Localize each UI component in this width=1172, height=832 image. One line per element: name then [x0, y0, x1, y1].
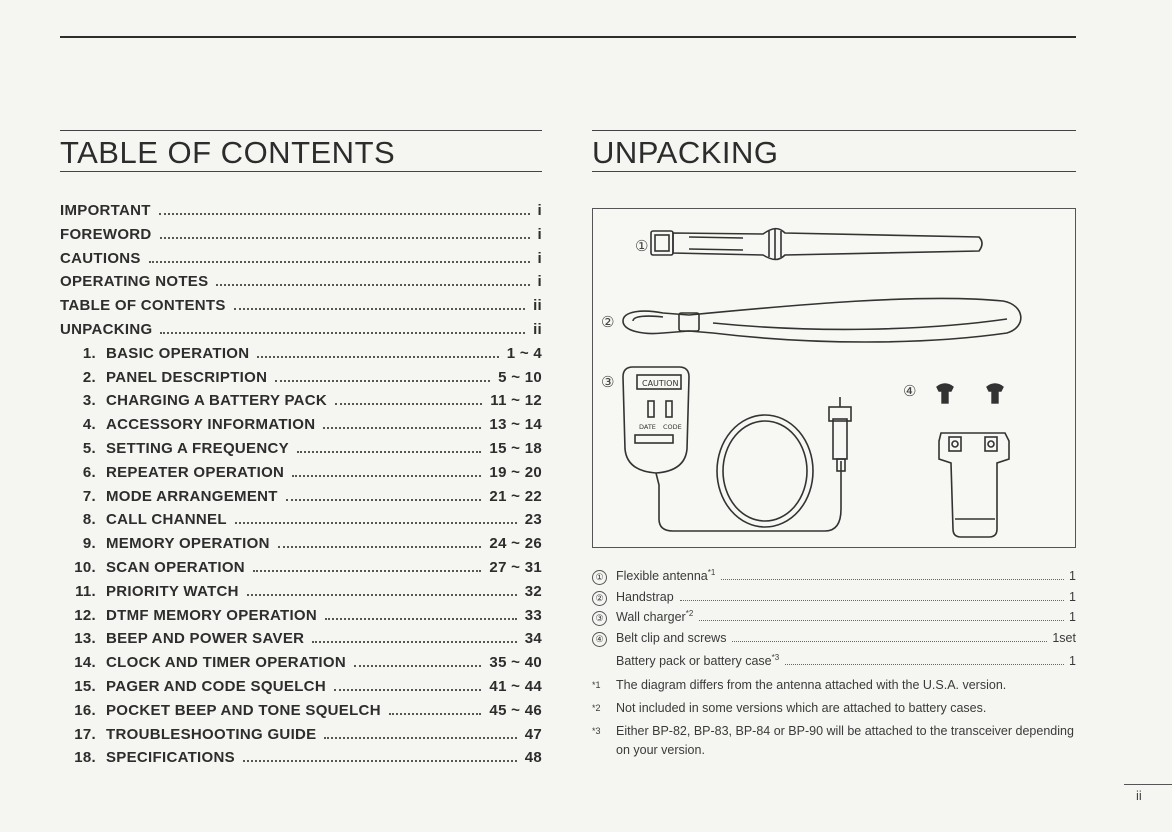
part-item [592, 650, 1076, 671]
toc-entry-page: 32 [524, 582, 542, 600]
toc-entry [60, 416, 542, 440]
toc-entry-number: 15. [74, 677, 96, 695]
toc-entry [60, 630, 542, 654]
toc-entry-number: 17. [74, 725, 96, 743]
toc-entry-number: 9. [82, 535, 96, 553]
unpacking-section [592, 130, 1076, 757]
footnote [592, 722, 1076, 760]
toc-entry-number: 2. [82, 368, 96, 386]
toc-entry [60, 607, 542, 631]
toc-list [60, 202, 542, 773]
toc-entry-number: 7. [82, 487, 96, 505]
toc-entry-leader [324, 737, 516, 739]
toc-entry-page: i [537, 202, 542, 219]
toc-entry-number: 3. [82, 392, 96, 410]
footnote [592, 699, 1076, 718]
toc-entry [60, 273, 542, 297]
toc-entry [60, 583, 542, 607]
footnote-mark: *1 [592, 680, 601, 690]
toc-entry-page: 21 ~ 22 [489, 487, 542, 505]
part-quantity: 1 [1069, 654, 1076, 668]
toc-entry-title: SETTING A FREQUENCY [106, 439, 289, 457]
toc-entry-title: IMPORTANT [60, 202, 151, 219]
toc-entry-title: UNPACKING [60, 320, 153, 338]
toc-entry [60, 726, 542, 750]
toc-entry-page: 23 [524, 511, 542, 529]
charger-caution-label: CAUTION [642, 379, 679, 388]
toc-entry-number: 4. [82, 416, 96, 434]
part-item [592, 568, 1076, 589]
toc-entry-page: i [537, 273, 542, 291]
toc-entry [60, 749, 542, 773]
toc-entry-leader [149, 261, 530, 263]
toc-entry-leader [286, 499, 482, 501]
footnote-mark: *2 [592, 703, 601, 713]
toc-entry-leader [389, 713, 482, 715]
toc-entry-title: BEEP AND POWER SAVER [106, 630, 305, 648]
toc-entry-page: 5 ~ 10 [498, 368, 542, 386]
part-footnote-ref: *1 [707, 568, 716, 577]
part-footnote-ref: *2 [685, 609, 694, 618]
toc-entry [60, 535, 542, 559]
toc-entry-leader [275, 380, 490, 382]
toc-entry-leader [325, 618, 517, 620]
toc-entry-page: i [537, 249, 542, 267]
toc-entry [60, 678, 542, 702]
page-number: ii [1136, 788, 1142, 803]
toc-entry-title: REPEATER OPERATION [106, 463, 285, 481]
footnotes [592, 676, 1076, 764]
handstrap-drawing [623, 298, 1021, 342]
toc-entry-leader [159, 213, 530, 215]
table-of-contents [60, 130, 542, 773]
callout-4: ④ [903, 382, 917, 400]
toc-entry-title: MODE ARRANGEMENT [106, 487, 278, 505]
toc-entry-number: 11. [75, 582, 96, 600]
toc-entry-page: 47 [524, 725, 542, 743]
toc-entry-title: POCKET BEEP AND TONE SQUELCH [106, 701, 381, 719]
part-marker [592, 650, 607, 665]
toc-entry-leader [334, 689, 481, 691]
toc-entry-page: 13 ~ 14 [489, 416, 542, 434]
toc-entry-title: PAGER AND CODE SQUELCH [106, 677, 326, 695]
toc-entry-page: 19 ~ 20 [489, 463, 542, 481]
toc-entry-number: 6. [82, 463, 96, 481]
part-marker: ② [592, 591, 607, 606]
toc-entry-number: 8. [82, 511, 96, 529]
part-leader [732, 641, 1047, 642]
toc-entry-leader [323, 427, 481, 429]
toc-entry [60, 392, 542, 416]
top-rule [60, 36, 1076, 38]
part-name [616, 609, 693, 624]
belt-clip-drawing [939, 433, 1009, 537]
toc-entry [60, 464, 542, 488]
toc-entry-title: TROUBLESHOOTING GUIDE [106, 725, 317, 743]
toc-entry [60, 345, 542, 369]
toc-entry-title: BASIC OPERATION [106, 344, 250, 362]
part-leader [785, 664, 1064, 665]
toc-entry-title: OPERATING NOTES [60, 273, 209, 291]
accessories-figure [592, 208, 1076, 548]
toc-entry-title: CALL CHANNEL [106, 511, 227, 529]
part-name [616, 568, 715, 583]
toc-entry [60, 226, 542, 250]
toc-entry-page: 41 ~ 44 [489, 677, 542, 695]
toc-entry [60, 250, 542, 274]
toc-entry-leader [257, 356, 498, 358]
toc-entry-title: SPECIFICATIONS [106, 749, 235, 767]
toc-entry [60, 202, 542, 226]
toc-entry-title: ACCESSORY INFORMATION [106, 416, 316, 434]
toc-entry-title: CAUTIONS [60, 249, 141, 267]
toc-entry-title: FOREWORD [60, 225, 152, 243]
toc-entry-leader [234, 308, 525, 310]
toc-entry-leader [292, 475, 481, 477]
toc-entry-leader [243, 760, 517, 762]
part-item [592, 630, 1076, 651]
toc-entry-number: 12. [74, 606, 96, 624]
toc-entry-title: PANEL DESCRIPTION [106, 368, 268, 386]
toc-entry-number: 5. [82, 439, 96, 457]
callout-1: ① [635, 237, 649, 255]
part-name-text: Flexible antenna [616, 569, 708, 584]
callout-2: ② [601, 313, 615, 331]
charger-date-label: DATE [639, 423, 656, 431]
toc-entry-title: DTMF MEMORY OPERATION [106, 606, 318, 624]
footnote-text: Not included in some versions which are attached to battery cases. [616, 701, 987, 715]
parts-list [592, 568, 1076, 671]
part-quantity: 1 [1069, 569, 1076, 584]
part-name-text: Handstrap [616, 589, 674, 604]
toc-entry-number: 10. [74, 558, 96, 576]
toc-entry-page: 45 ~ 46 [489, 701, 542, 719]
footnote-mark: *3 [592, 726, 601, 736]
toc-entry-leader [235, 522, 517, 524]
part-footnote-ref: *3 [771, 652, 780, 662]
toc-entry-leader [253, 570, 481, 572]
part-leader [721, 579, 1064, 580]
toc-entry [60, 559, 542, 583]
toc-heading-band [60, 130, 542, 172]
toc-entry-number: 1. [82, 344, 96, 362]
part-name [616, 653, 779, 668]
toc-entry-title: CHARGING A BATTERY PACK [106, 392, 328, 410]
part-quantity: 1 [1069, 589, 1076, 604]
toc-entry-number: 16. [74, 701, 96, 719]
toc-entry-page: 27 ~ 31 [489, 558, 542, 576]
footnote-text: Either BP-82, BP-83, BP-84 or BP-90 will be attached to the transceiver depending on your version. [616, 724, 1074, 757]
toc-entry-title: TABLE OF CONTENTS [60, 297, 226, 315]
toc-entry-page: 35 ~ 40 [489, 654, 542, 672]
wall-charger-drawing [623, 367, 851, 531]
toc-entry-page: ii [533, 297, 542, 315]
part-quantity: 1 [1069, 610, 1076, 625]
toc-entry-title: MEMORY OPERATION [106, 535, 270, 553]
toc-entry-number: 14. [74, 654, 96, 672]
part-name [616, 589, 674, 604]
toc-entry-leader [312, 641, 516, 643]
part-name [616, 630, 726, 645]
antenna-drawing [651, 229, 982, 260]
screws-drawing [937, 384, 1003, 403]
toc-entry-leader [160, 237, 530, 239]
part-leader [699, 620, 1064, 621]
toc-entry [60, 488, 542, 512]
part-item [592, 609, 1076, 630]
part-item [592, 589, 1076, 610]
page-number-rule [1124, 784, 1172, 785]
toc-entry-leader [354, 665, 481, 667]
toc-entry [60, 440, 542, 464]
toc-entry-number: 13. [74, 630, 96, 648]
toc-entry [60, 369, 542, 393]
toc-entry-title: CLOCK AND TIMER OPERATION [106, 654, 346, 672]
toc-entry-page: i [537, 225, 542, 243]
toc-entry-leader [297, 451, 481, 453]
accessories-illustration [593, 209, 1077, 549]
footnote-text: The diagram differs from the antenna attached with the U.S.A. version. [616, 678, 1007, 692]
toc-entry-page: ii [533, 320, 542, 338]
toc-entry-title: SCAN OPERATION [106, 558, 245, 576]
unpacking-heading-band [592, 130, 1076, 172]
toc-entry-leader [160, 332, 525, 334]
toc-entry [60, 511, 542, 535]
toc-entry-leader [216, 284, 529, 286]
toc-entry-page: 24 ~ 26 [489, 535, 542, 553]
toc-entry-page: 15 ~ 18 [489, 439, 542, 457]
toc-entry-page: 33 [524, 606, 542, 624]
toc-entry-number: 18. [74, 749, 96, 767]
toc-entry-leader [247, 594, 517, 596]
callout-3: ③ [601, 373, 615, 391]
part-marker: ① [592, 570, 607, 585]
part-name-text: Battery pack or battery case [616, 654, 772, 668]
toc-heading: TABLE OF CONTENTS [60, 135, 396, 170]
toc-entry [60, 297, 542, 321]
toc-entry-page: 34 [524, 630, 542, 648]
toc-entry-title: PRIORITY WATCH [106, 582, 239, 600]
toc-entry-leader [335, 403, 482, 405]
toc-entry [60, 654, 542, 678]
charger-code-label: CODE [663, 423, 682, 431]
toc-entry [60, 702, 542, 726]
toc-entry-page: 11 ~ 12 [490, 392, 542, 410]
toc-entry [60, 321, 542, 345]
footnote [592, 676, 1076, 695]
part-marker: ③ [592, 611, 607, 626]
part-quantity: 1set [1052, 630, 1076, 645]
toc-entry-page: 1 ~ 4 [506, 344, 542, 362]
part-marker: ④ [592, 632, 607, 647]
unpacking-heading: UNPACKING [592, 135, 779, 170]
toc-entry-page: 48 [524, 749, 542, 767]
part-name-text: Wall charger [616, 610, 686, 625]
part-name-text: Belt clip and screws [616, 630, 727, 645]
toc-entry-leader [278, 546, 482, 548]
part-leader [680, 600, 1064, 601]
